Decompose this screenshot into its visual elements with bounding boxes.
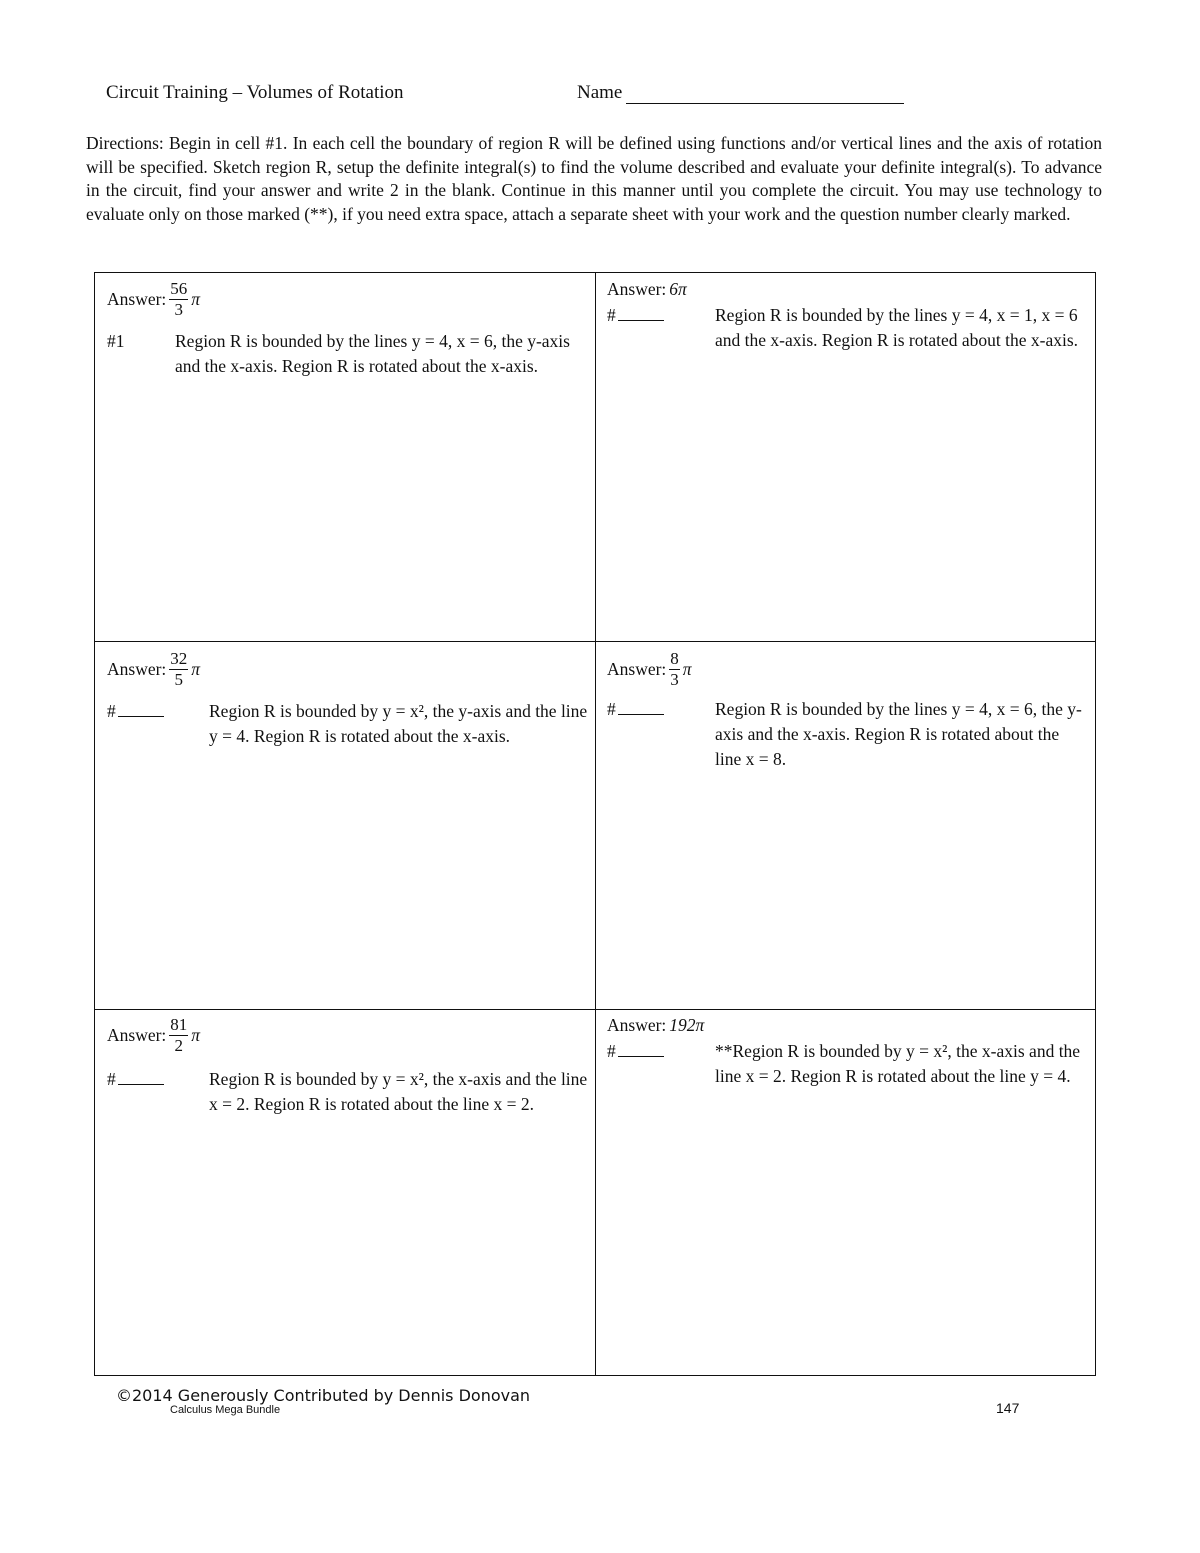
answer-label: Answer: bbox=[107, 289, 167, 309]
problem-text: **Region R is bounded by y = x², the x-axis and the line x = 2. Region R is rotated about the line y = 4. bbox=[715, 1041, 1081, 1086]
fraction-denominator: 3 bbox=[174, 300, 184, 319]
problem-text: Region R is bounded by the lines y = 4, x = 1, x = 6 and the x-axis. Region R is rotated about the x-axis. bbox=[715, 305, 1079, 350]
question-number bbox=[607, 303, 664, 328]
answer-fraction bbox=[169, 279, 188, 320]
number-sign: # bbox=[607, 305, 616, 325]
circuit-grid bbox=[94, 272, 1096, 1376]
answer bbox=[107, 279, 200, 320]
answer bbox=[107, 1015, 200, 1056]
number-sign: # bbox=[607, 699, 616, 719]
name-label: Name bbox=[577, 82, 623, 103]
circuit-cell bbox=[595, 1009, 1095, 1377]
question-number bbox=[607, 1039, 664, 1064]
fraction-numerator: 81 bbox=[170, 1015, 188, 1034]
problem-text: Region R is bounded by y = x², the y-axis and the line y = 4. Region R is rotated about the x-axis. bbox=[209, 701, 588, 746]
question-number bbox=[107, 699, 164, 724]
page-number: 147 bbox=[996, 1400, 1020, 1416]
circuit-cell bbox=[595, 641, 1095, 1009]
fraction-numerator: 56 bbox=[170, 279, 188, 298]
answer bbox=[607, 277, 687, 302]
number-blank[interactable] bbox=[118, 702, 164, 717]
answer-fraction bbox=[169, 1015, 188, 1056]
name-field bbox=[577, 82, 904, 104]
number-blank[interactable] bbox=[618, 1042, 664, 1057]
answer bbox=[607, 649, 692, 690]
number-sign: # bbox=[107, 1069, 116, 1089]
number-sign: # bbox=[107, 701, 116, 721]
answer-label: Answer: bbox=[607, 1015, 667, 1035]
answer-fraction bbox=[169, 649, 188, 690]
number-blank[interactable] bbox=[618, 306, 664, 321]
fraction-denominator: 5 bbox=[174, 670, 184, 689]
circuit-cell bbox=[595, 273, 1095, 641]
pi-symbol: π bbox=[191, 1025, 201, 1045]
fraction-numerator: 32 bbox=[170, 649, 188, 668]
circuit-cell bbox=[95, 273, 595, 641]
question-number bbox=[607, 697, 664, 722]
problem-text: Region R is bounded by the lines y = 4, x = 6, the y-axis and the x-axis. Region R is rotated about the line x = 8. bbox=[715, 699, 1082, 769]
name-blank-line bbox=[626, 85, 904, 104]
number-blank[interactable] bbox=[118, 1070, 164, 1085]
answer-value: 192π bbox=[669, 1015, 705, 1035]
answer bbox=[107, 649, 200, 690]
problem-text: Region R is bounded by the lines y = 4, x = 6, the y-axis and the x-axis. Region R is rotated about the x-axis. bbox=[175, 331, 570, 376]
fraction-numerator: 8 bbox=[670, 649, 679, 668]
worksheet-header bbox=[106, 82, 1006, 110]
fraction-denominator: 2 bbox=[174, 1036, 184, 1055]
circuit-cell bbox=[95, 1009, 595, 1377]
answer-label: Answer: bbox=[607, 659, 667, 679]
directions-paragraph: Directions: Begin in cell #1. In each cell the boundary of region R will be defined using functions and/or vertical lines and the axis of rotation will be specified. Sketch region R, setup the definite integral(s) to find the volume described and evaluate your definite integral(s). To advance in the circuit, find your answer and write 2 in the blank. Continue in this manner until you complete the circuit. You may use technology to evaluate only on those marked (**), if you need extra space, attach a separate sheet with your work and the question number clearly marked. bbox=[86, 133, 1102, 224]
question-number bbox=[107, 1067, 164, 1092]
fraction-denominator: 3 bbox=[670, 670, 679, 689]
answer-value: 6π bbox=[669, 279, 687, 299]
question-number: #1 bbox=[107, 331, 125, 351]
answer-label: Answer: bbox=[607, 279, 667, 299]
pi-symbol: π bbox=[191, 289, 201, 309]
number-sign: # bbox=[607, 1041, 616, 1061]
answer bbox=[607, 1013, 704, 1038]
circuit-cell bbox=[95, 641, 595, 1009]
answer-label: Answer: bbox=[107, 659, 167, 679]
problem-text: Region R is bounded by y = x², the x-axis and the line x = 2. Region R is rotated about the line x = 2. bbox=[209, 1069, 588, 1114]
answer-fraction bbox=[669, 649, 680, 690]
copyright-credit: ©2014 Generously Contributed by Dennis Donovan bbox=[116, 1386, 531, 1405]
bundle-name: Calculus Mega Bundle bbox=[170, 1404, 281, 1416]
pi-symbol: π bbox=[191, 659, 201, 679]
pi-symbol: π bbox=[682, 659, 692, 679]
answer-label: Answer: bbox=[107, 1025, 167, 1045]
worksheet-title: Circuit Training – Volumes of Rotation bbox=[106, 82, 404, 103]
number-blank[interactable] bbox=[618, 700, 664, 715]
